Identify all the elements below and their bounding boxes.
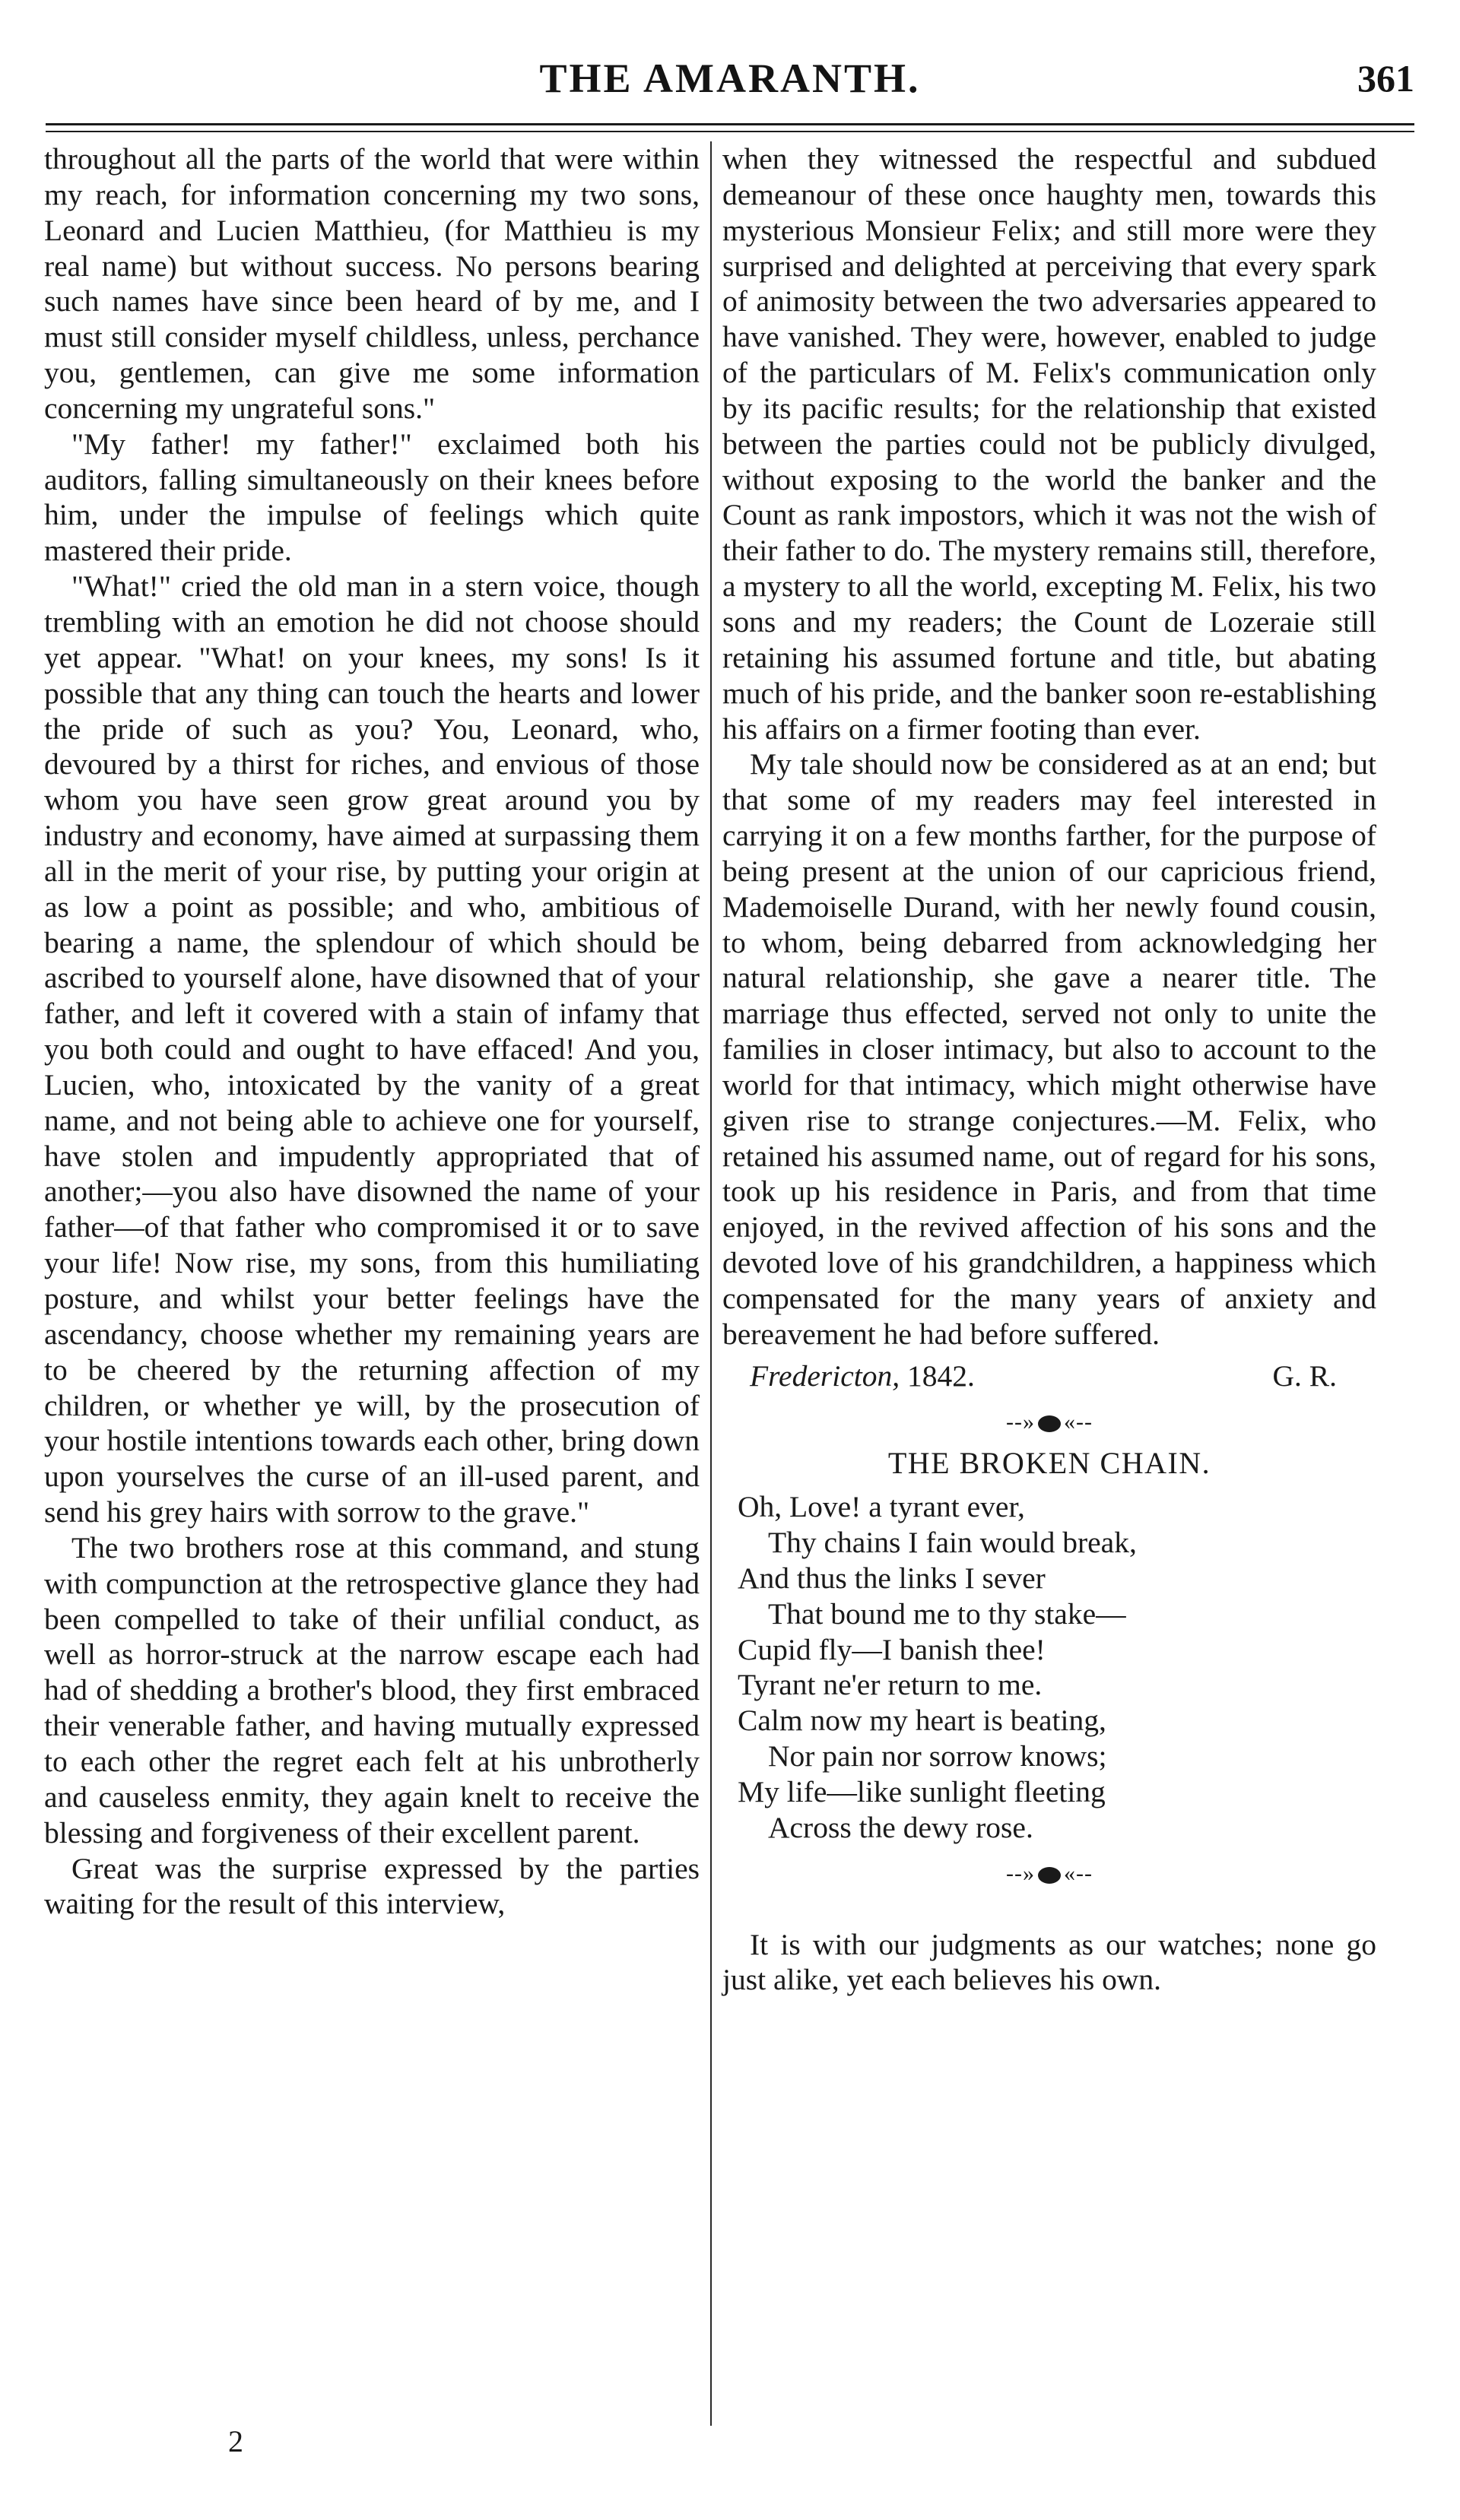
poem-line: That bound me to thy stake—: [768, 1596, 1126, 1631]
right-column: [722, 141, 1376, 1998]
ornament-divider: [722, 1856, 1376, 1892]
poem-title: THE BROKEN CHAIN.: [887, 1446, 1211, 1481]
paragraph: My tale should now be considered as at an end; but that some of my readers may feel interested in carrying it on a few months farther, for the purpose of being present at the union of our capricious friend, Mademoiselle Durand, with her newly found cousin, to whom, being debarred from acknowledging her natural relationship, she gave a nearer title. The marriage thus effected, served not only to unite the families in closer intimacy, but also to account to the world for that intimacy, which might otherwise have given rise to strange conjectures.—M. Felix, who retained his assumed name, out of regard for his sons, took up his residence in Paris, and from that time enjoyed, in the revived affection of his sons and the devoted love of his grandchildren, a happiness which compensated for the many years of anxiety and bereavement he had before suffered.: [722, 747, 1376, 1351]
paragraph: when they witnessed the respectful and subdued demeanour of these once haughty men, towards this mysterious Monsieur Felix; and still more were they surprised and delighted at perceiving that every spark of animosity between the two adversaries appeared to have vanished. They were, however, enabled to judge of the particulars of M. Felix's communication only by its pacific results; for the relationship that existed between the parties could not be publicly divulged, without exposing to the world the banker and the Count as rank impostors, which it was not the wish of their father to do. The mystery remains still, therefore, a mystery to all the world, excepting M. Felix, his two sons and my readers; the Count de Lozeraie still retaining his assumed fortune and title, but abating much of his pride, and the banker soon re-establishing his affairs on a firmer footing than ever.: [722, 142, 1376, 746]
paragraph: The two brothers rose at this command, and stung with compunction at the retrospective glance they had been compelled to take of their unfilial conduct, as well as horror-struck at the narrow escape each had had of shedding a brother's blood, they first embraced their venerable father, and having mutually expressed to each other the regret each felt at his unbrotherly and causeless enmity, they again knelt to receive the blessing and forgiveness of their excellent parent.: [44, 1530, 700, 1850]
poem-line: Oh, Love! a tyrant ever,: [738, 1490, 1025, 1524]
ornament-left-icon: --»: [1006, 1409, 1035, 1434]
paragraph: "What!" cried the old man in a stern voice, though trembling with an emotion he did not choose should yet appear. "What! on your knees, my sons! Is it possible that any thing can touch the hearts and lower the pride of such as you? You, Leonard, who, devoured by a thirst for riches, and envious of those whom you have seen grow great around you by industry and economy, have aimed at surpassing them all in the merit of your rise, by putting your origin at as low a point as possible; and who, ambitious of bearing a name, the splendour of which should be ascribed to yourself alone, have disowned that of your father, and left it covered with a stain of infamy that you both could and ought to have effaced! And you, Lucien, who, intoxicated by the vanity of a great name, and not being able to achieve one for yourself, have stolen and impudently appropriated that of another;—you also have disowned the name of your father—of that father who compromised it or to save your life! Now rise, my sons, from this humiliating posture, and whilst your better feelings have the ascendancy, choose whether my remaining years are to be cheered by the returning affection of my children, or whether ye will, by the prosecution of your hostile intentions towards each other, bring down upon yourselves the curse of an ill-used parent, and send his grey hairs with sorrow to the grave.": [44, 569, 700, 1529]
left-column: [44, 141, 700, 1922]
poem-line: My life—like sunlight fleeting: [738, 1774, 1106, 1808]
page-title: THE AMARANTH.: [539, 55, 921, 101]
poem: [722, 1489, 1376, 1845]
signature-year: 1842.: [906, 1358, 975, 1393]
spacer: [722, 1898, 1376, 1927]
poem-line: Calm now my heart is beating,: [738, 1704, 1106, 1738]
ornament-divider: [722, 1405, 1376, 1441]
poem-line: Nor pain nor sorrow knows;: [768, 1739, 1107, 1774]
header-rule: [46, 123, 1414, 125]
poem-line: Across the dewy rose.: [768, 1810, 1033, 1844]
ornament-right-icon: «--: [1064, 1860, 1093, 1886]
page-number: 361: [1357, 57, 1414, 100]
poem-line: And thus the links I sever: [738, 1561, 1046, 1595]
poem-line: Cupid fly—I banish thee!: [738, 1632, 1046, 1666]
running-head: [46, 55, 1414, 116]
aphorism: It is with our judgments as our watches; none go just alike, yet each believes his own.: [722, 1927, 1376, 1997]
header-rule-thin: [46, 131, 1414, 132]
ornament-right-icon: «--: [1064, 1409, 1093, 1434]
ornament-center-icon: [1038, 1415, 1061, 1432]
column-divider: [710, 141, 712, 2426]
signature-initials: G. R.: [1272, 1358, 1337, 1393]
poem-line: Tyrant ne'er return to me.: [738, 1668, 1043, 1702]
paragraph: Great was the surprise expressed by the parties waiting for the result of this interview,: [44, 1851, 700, 1921]
signature-mark: 2: [228, 2424, 243, 2458]
signature-place: Fredericton,: [750, 1358, 900, 1393]
ornament-center-icon: [1038, 1867, 1061, 1884]
story-signature: [722, 1358, 1376, 1394]
paragraph: throughout all the parts of the world that were within my reach, for information concerning my two sons, Leonard and Lucien Matthieu, (for Matthieu is my real name) but without success. No persons bearing such names have since been heard of by me, and I must still consider myself childless, unless, perchance you, gentlemen, can give me some information concerning my ungrateful sons.": [44, 142, 700, 425]
poem-line: Thy chains I fain would break,: [768, 1526, 1137, 1560]
paragraph: "My father! my father!" exclaimed both his auditors, falling simultaneously on their knees before him, under the impulse of feelings which quite mastered their pride.: [44, 426, 700, 568]
ornament-left-icon: --»: [1006, 1860, 1035, 1886]
